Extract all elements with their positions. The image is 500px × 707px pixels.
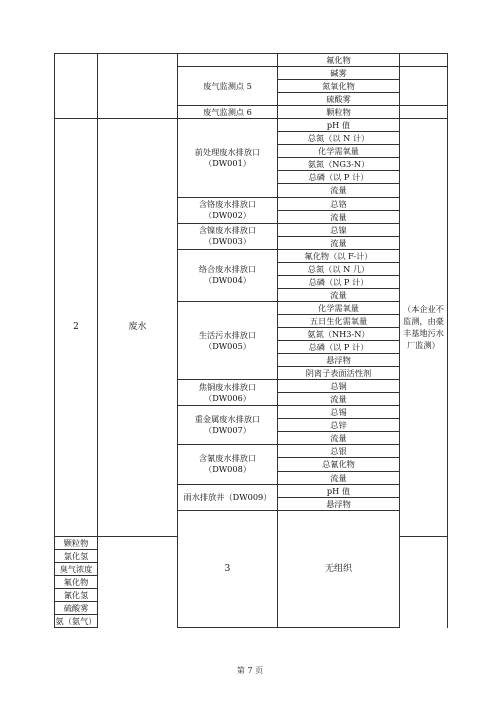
cell-item: 总镍 xyxy=(278,223,400,236)
cell-item: 总铜 xyxy=(278,380,400,393)
cell-point-dw008: 含氰废水排放口 （DW008） xyxy=(178,445,278,484)
cell-item: 总氰化物 xyxy=(278,458,400,471)
cell-note-blank xyxy=(400,67,448,106)
cell-category-2: 废水 xyxy=(98,119,178,537)
cell-item: 总磷（以 P 计） xyxy=(278,171,400,184)
cell-point-dw004: 络合废水排放口 （DW004） xyxy=(178,249,278,301)
cell-point: 废气监测点 5 xyxy=(178,67,278,106)
cell-item: 臭气浓度 xyxy=(55,562,98,575)
cell-item: 流量 xyxy=(278,236,400,249)
cell-no-2: 2 xyxy=(55,119,98,537)
cell-item: 流量 xyxy=(278,393,400,406)
cell-item: 悬浮物 xyxy=(278,497,400,510)
cell-no-1 xyxy=(55,54,98,119)
cell-item: pH 值 xyxy=(278,119,400,132)
cell-item: 颗粒物 xyxy=(55,536,98,549)
cell-item: 总铬 xyxy=(278,197,400,210)
cell-item: 阴离子表面活性剂 xyxy=(278,367,400,380)
cell-note-blank xyxy=(400,54,448,67)
cell-point-dw009: 雨水排放井（DW009） xyxy=(178,484,278,510)
cell-item: 碱雾 xyxy=(278,67,400,80)
cell-item: 化学需氧量 xyxy=(278,145,400,158)
cell-item: 流量 xyxy=(278,184,400,197)
cell-point-blank xyxy=(178,54,278,67)
cell-item: 流量 xyxy=(278,210,400,223)
cell-point-dw002: 含铬废水排放口 （DW002） xyxy=(178,197,278,223)
page-number: 第 7 页 xyxy=(236,666,264,675)
cell-item: 硫酸雾 xyxy=(55,601,98,614)
cell-item: 总锡 xyxy=(278,406,400,419)
cell-item: 悬浮物 xyxy=(278,354,400,367)
cell-item: 流量 xyxy=(278,471,400,484)
cell-note-blank xyxy=(400,106,448,119)
cell-item: pH 值 xyxy=(278,484,400,497)
cell-item: 氟化物（以 F-计） xyxy=(278,249,400,262)
cell-item: 氯化氢 xyxy=(55,549,98,562)
cell-item: 氟化物 xyxy=(55,575,98,588)
cell-item: 总锌 xyxy=(278,419,400,432)
cell-item: 氨氮（NH3-N） xyxy=(278,327,400,340)
cell-point-dw006: 焦铜废水排放口 （DW006） xyxy=(178,380,278,406)
monitoring-table xyxy=(54,53,448,628)
cell-item: 氰化氢 xyxy=(55,588,98,601)
cell-item: 总氮（以 N 几） xyxy=(278,262,400,275)
cell-item: 氟化物 xyxy=(278,54,400,67)
cell-item: 颗粒物 xyxy=(278,106,400,119)
cell-item: 硫酸雾 xyxy=(278,93,400,106)
cell-item: 流量 xyxy=(278,432,400,445)
cell-point-dw007: 重金属废水排放口 （DW007） xyxy=(178,406,278,445)
cell-item: 化学需氧量 xyxy=(278,301,400,314)
cell-item: 总银 xyxy=(278,445,400,458)
cell-item: 流量 xyxy=(278,288,400,301)
cell-no-3: 3 xyxy=(178,510,278,627)
cell-item: 氮氧化物 xyxy=(278,80,400,93)
cell-note-wastewater: （本企业不监测，由豪丰基地污水厂监测） xyxy=(400,119,448,537)
cell-item: 氨（氨气） xyxy=(55,616,97,627)
cell-item: 氨氮（NG3-N） xyxy=(278,158,400,171)
cell-item: 五日生化需氧量 xyxy=(278,314,400,327)
cell-item: 总氮（以 N 计） xyxy=(278,132,400,145)
cell-point-dw003: 含镍废水排放口 （DW003） xyxy=(178,223,278,249)
cell-point: 废气监测点 6 xyxy=(178,106,278,119)
cell-item: 总磷（以 P 计） xyxy=(278,341,400,354)
cell-category-1 xyxy=(98,54,178,119)
cell-item: 总磷（以 P 计） xyxy=(278,275,400,288)
cell-point-dw001: 前处理废水排放口 （DW001） xyxy=(178,119,278,197)
cell-point-dw005: 生活污水排放口 （DW005） xyxy=(178,301,278,379)
cell-category-3: 无组织 xyxy=(278,510,400,627)
